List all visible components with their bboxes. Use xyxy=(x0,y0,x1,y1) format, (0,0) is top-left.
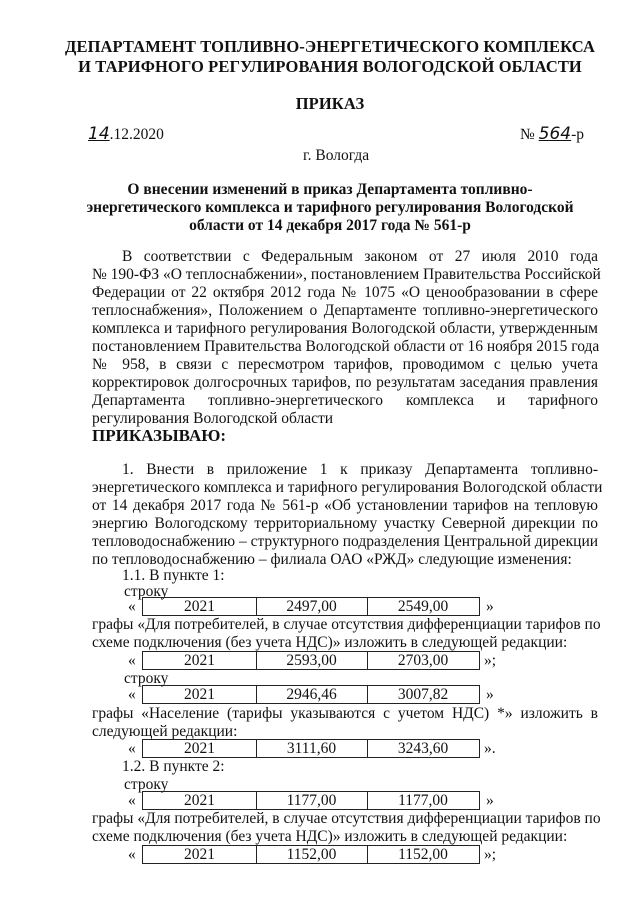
item1-line: энергетического комплекса и тарифного регулирования Вологодской области xyxy=(92,479,603,496)
quote-close: » xyxy=(486,598,494,615)
tariff-year: 2021 xyxy=(184,652,215,669)
tariff-first-half: 2593,00 xyxy=(286,652,337,669)
tariff-first-half: 2946,46 xyxy=(286,686,337,703)
preamble-line: № 958, в связи с пересмотром тарифов, проводимом с целью учета xyxy=(92,356,598,373)
handwritten-day: 14 xyxy=(88,124,110,144)
row-word: строку xyxy=(124,776,169,793)
item1-line: тепловодоснабжению – структурного подразделения Центральной дирекции xyxy=(92,533,599,550)
quote-open: « xyxy=(128,792,136,809)
consumers-text-line: графы «Для потребителей, в случае отсутствия дифференциации тарифов по xyxy=(92,616,601,633)
tariff-second-half: 2549,00 xyxy=(397,598,449,615)
quote-open: « xyxy=(128,652,136,669)
date-rest: .12.2020 xyxy=(109,126,164,143)
document-type: ПРИКАЗ xyxy=(295,94,365,113)
tariff-first-half: 1177,00 xyxy=(286,792,337,809)
quote-close: » xyxy=(486,792,494,809)
tariff-row xyxy=(142,845,480,864)
department-name-line1: ДЕПАРТАМЕНТ ТОПЛИВНО-ЭНЕРГЕТИЧЕСКОГО КОМПЛЕКСА xyxy=(65,37,595,56)
population-text-line: графы «Население (тарифы указываются с учетом НДС) *» изложить в xyxy=(92,705,598,722)
quote-open: « xyxy=(128,740,136,757)
tariff-second-half: 3007,82 xyxy=(397,686,449,703)
preamble-line: комплекса и тарифного регулирования Вологодской области, утвержденным xyxy=(92,320,598,337)
consumers-text-line: графы «Для потребителей, в случае отсутствия дифференциации тарифов по xyxy=(92,810,601,827)
item1-line: от 14 декабря 2017 года № 561-р «Об установлении тарифов на тепловую xyxy=(92,497,598,514)
title-line1: О внесении изменений в приказ Департамента топливно- xyxy=(127,181,533,198)
quote-open: « xyxy=(128,846,136,863)
preamble-line: В соответствии с Федеральным законом от 27 июля 2010 года xyxy=(122,248,598,265)
quote-close: »; xyxy=(484,652,497,669)
title-line3: области от 14 декабря 2017 года № 561-р xyxy=(189,217,471,234)
department-name-line2: И ТАРИФНОГО РЕГУЛИРОВАНИЯ ВОЛОГОДСКОЙ ОБЛАСТИ xyxy=(78,57,582,76)
tariff-first-half: 1152,00 xyxy=(286,846,337,863)
subitem-1-2: 1.2. В пункте 2: xyxy=(122,758,225,775)
tariff-year: 2021 xyxy=(184,686,215,703)
preamble-line: теплоснабжения», Положением о Департаменте топливно-энергетического xyxy=(92,302,598,319)
tariff-row xyxy=(142,685,480,704)
tariff-first-half: 2497,00 xyxy=(286,598,337,615)
tariff-year: 2021 xyxy=(184,598,215,615)
tariff-second-half: 1152,00 xyxy=(398,846,448,863)
tariff-second-half: 3243,60 xyxy=(397,740,449,757)
quote-close: ». xyxy=(484,740,496,757)
order-word: ПРИКАЗЫВАЮ: xyxy=(92,426,227,445)
tariff-second-half: 2703,00 xyxy=(397,652,449,669)
tariff-row xyxy=(142,739,480,758)
quote-open: « xyxy=(128,686,136,703)
consumers-text-line: схеме подключения (без учета НДС)» изложить в следующей редакции: xyxy=(92,634,568,651)
subitem-1-1: 1.1. В пункте 1: xyxy=(122,567,225,584)
tariff-row xyxy=(142,597,480,616)
row-word: строку xyxy=(124,583,169,600)
title-line2: энергетического комплекса и тарифного регулирования Вологодской xyxy=(86,199,574,216)
item1-line: 1. Внести в приложение 1 к приказу Департамента топливно- xyxy=(122,461,598,478)
preamble-line: № 190-ФЗ «О теплоснабжении», постановлением Правительства Российской xyxy=(92,266,601,283)
number-sign: № xyxy=(520,126,535,143)
tariff-second-half: 1177,00 xyxy=(398,792,448,809)
row-word: строку xyxy=(124,670,169,687)
preamble-line: Департамента топливно-энергетического комплекса и тарифного xyxy=(92,392,598,409)
item1-line: по тепловодоснабжению – филиала ОАО «РЖД» следующие изменения: xyxy=(92,551,572,568)
tariff-year: 2021 xyxy=(184,740,215,757)
quote-close: » xyxy=(486,686,494,703)
tariff-year: 2021 xyxy=(184,792,215,809)
order-number xyxy=(520,125,584,144)
city: г. Вологда xyxy=(303,147,370,164)
tariff-row xyxy=(142,791,480,810)
preamble-line: Федерации от 22 октября 2012 года № 1075 «О ценообразовании в сфере xyxy=(92,284,598,301)
order-date xyxy=(88,125,164,144)
tariff-first-half: 3111,60 xyxy=(286,740,337,757)
population-text-line: следующей редакции: xyxy=(92,723,238,740)
tariff-row xyxy=(142,651,480,670)
preamble-line: корректировок долгосрочных тарифов, по результатам заседания правления xyxy=(92,374,598,391)
consumers-text-line: схеме подключения (без учета НДС)» изложить в следующей редакции: xyxy=(92,828,568,845)
preamble-line: регулирования Вологодской области xyxy=(92,410,334,427)
preamble-line: постановлением Правительства Вологодской области от 16 ноября 2015 года xyxy=(92,338,600,355)
quote-open: « xyxy=(128,598,136,615)
tariff-year: 2021 xyxy=(184,846,215,863)
quote-close: »; xyxy=(484,846,497,863)
handwritten-number: 564 xyxy=(538,124,572,144)
number-suffix: -р xyxy=(571,126,585,143)
item1-line: энергию Вологодскому территориальному участку Северной дирекции по xyxy=(92,515,598,532)
